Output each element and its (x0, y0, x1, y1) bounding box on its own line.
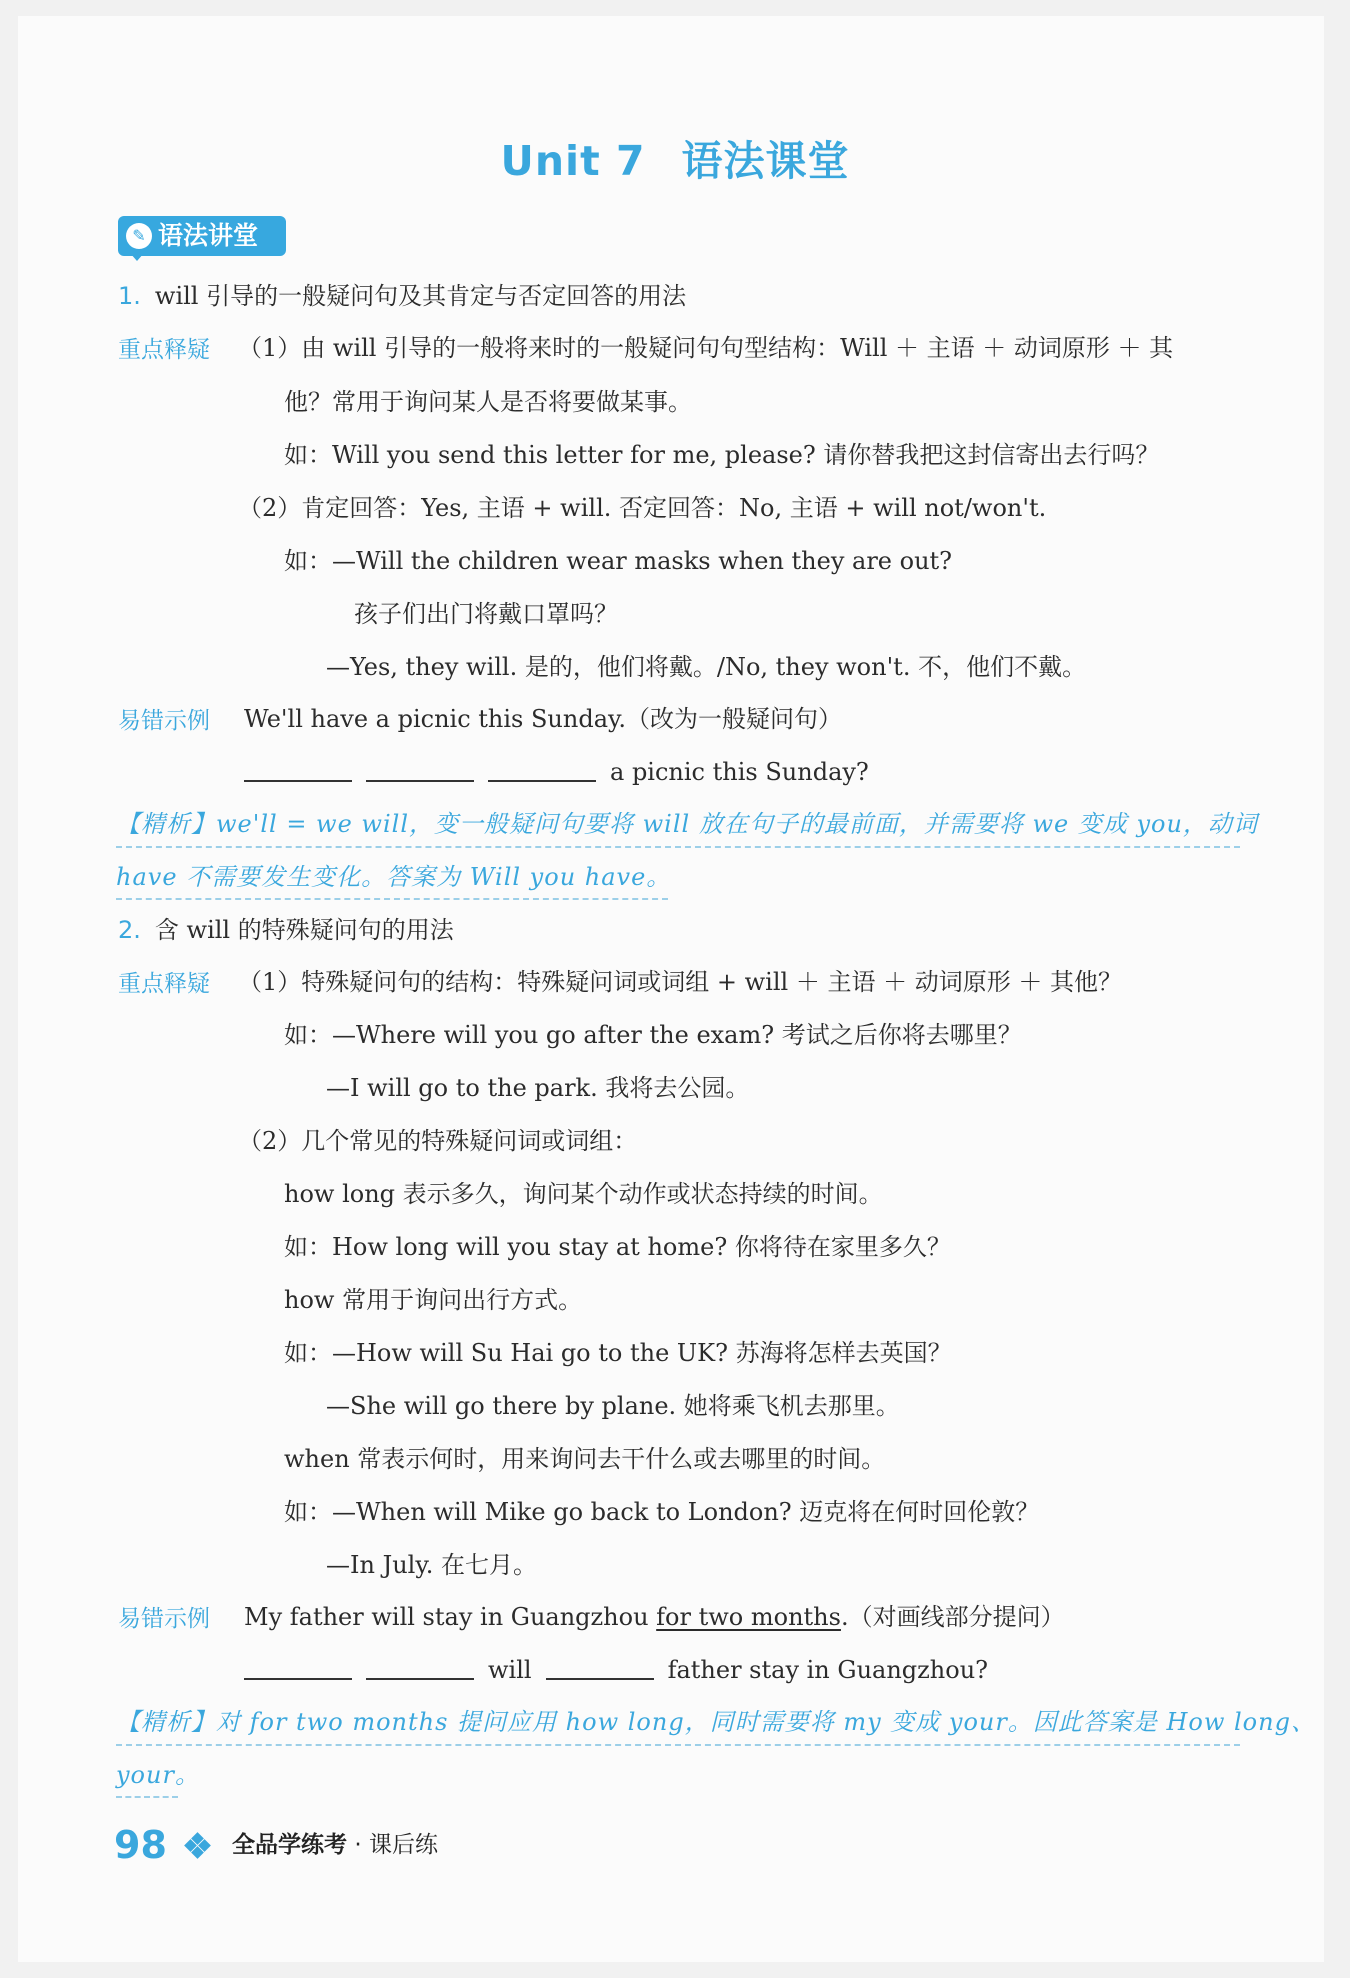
footer-brand (232, 1820, 438, 1870)
section2-error-tag: 易错示例 (118, 1606, 210, 1632)
unit-label: Unit 7 (500, 137, 646, 185)
section2-answer-tail: father stay in Guangzhou? (667, 1656, 989, 1684)
section1-line-6: 孩子们出门将戴口罩吗？ (354, 600, 618, 628)
answer-blank[interactable] (244, 1656, 352, 1680)
section2-line-2: 如：—Where will you go after the exam? 考试之后你将去哪里？ (284, 1021, 1022, 1049)
section1-number: 1. (118, 282, 141, 310)
question-text: My father will stay in Guangzhou (244, 1603, 657, 1631)
note-divider (116, 898, 668, 900)
section2-line-12: —In July. 在七月。 (326, 1551, 537, 1579)
section1-note-line-2: have 不需要发生变化。答案为 Will you have。 (116, 863, 672, 891)
section2-line-7: how 常用于询问出行方式。 (284, 1286, 583, 1314)
page-title (0, 128, 1350, 187)
section1-line-5: 如：—Will the children wear masks when they are out? (284, 547, 953, 575)
badge-tail (130, 253, 144, 261)
brand-sub: 课后练 (368, 1832, 438, 1858)
section1-line-3: 如：Will you send this letter for me, please? 请你替我把这封信寄出去行吗？ (284, 441, 1160, 469)
section2-error-question (244, 1602, 1065, 1632)
section2-line-11: 如：—When will Mike go back to London? 迈克将在何时回伦敦？ (284, 1498, 1040, 1526)
section1-error-question: We'll have a picnic this Sunday.（改为一般疑问句） (244, 705, 843, 733)
answer-blank[interactable] (488, 758, 596, 782)
section2-key-tag: 重点释疑 (118, 971, 210, 997)
note-divider (116, 1796, 178, 1798)
section1-line-1: （1）由 will 引导的一般将来时的一般疑问句句型结构：Will ＋ 主语 ＋ 动词原形 ＋ 其 (238, 334, 1174, 362)
section2-line-4: （2）几个常见的特殊疑问词或词组： (238, 1127, 638, 1155)
section2-note-line-2: your。 (116, 1761, 200, 1789)
answer-will: will (488, 1656, 532, 1684)
title-text: 语法课堂 (681, 137, 850, 185)
section1-line-4: （2）肯定回答：Yes, 主语 + will. 否定回答：No, 主语 + will not/won't. (238, 494, 1047, 522)
underlined-phrase: for two months (656, 1603, 841, 1631)
question-instruction: .（对画线部分提问） (840, 1603, 1065, 1631)
section2-line-10: when 常表示何时，用来询问去干什么或去哪里的时间。 (284, 1445, 886, 1473)
section2-answer-line (244, 1655, 988, 1685)
section-badge (118, 216, 286, 256)
section1-line-2: 他？常用于询问某人是否将要做某事。 (284, 388, 692, 416)
section2-line-5: how long 表示多久，询问某个动作或状态持续的时间。 (284, 1180, 883, 1208)
section1-answer-tail: a picnic this Sunday? (610, 758, 869, 786)
page-number: 98 (114, 1823, 167, 1867)
section1-heading-text: will 引导的一般疑问句及其肯定与否定回答的用法 (154, 282, 687, 310)
section2-line-8: 如：—How will Su Hai go to the UK? 苏海将怎样去英国？ (284, 1339, 952, 1367)
section2-note-line-1: 【精析】对 for two months 提问应用 how long，同时需要将 my 变成 your。因此答案是 How long、 (116, 1708, 1316, 1736)
brand-name: 全品学练考 (232, 1832, 347, 1858)
section2-number: 2. (118, 916, 141, 944)
section1-heading (118, 281, 686, 311)
section2-line-1: （1）特殊疑问句的结构：特殊疑问词或词组 + will ＋ 主语 ＋ 动词原形 ＋ 其他？ (238, 968, 1122, 996)
note-divider (116, 846, 1240, 848)
note-divider (116, 1744, 1240, 1746)
answer-blank[interactable] (244, 758, 352, 782)
section2-line-6: 如：How long will you stay at home? 你将待在家里多久？ (284, 1233, 951, 1261)
diamond-icon (186, 1834, 208, 1856)
section2-line-9: —She will go there by plane. 她将乘飞机去那里。 (326, 1392, 900, 1420)
brand-separator: · (354, 1832, 362, 1858)
section2-line-3: —I will go to the park. 我将去公园。 (326, 1074, 750, 1102)
section1-answer-line (244, 757, 869, 787)
badge-label: 语法讲堂 (158, 221, 259, 250)
answer-blank[interactable] (366, 1656, 474, 1680)
section2-heading-text: 含 will 的特殊疑问句的用法 (154, 916, 454, 944)
section1-key-tag: 重点释疑 (118, 337, 210, 363)
badge-icon: ✎ (126, 223, 152, 249)
section1-line-7: —Yes, they will. 是的，他们将戴。/No, they won't. 不，他们不戴。 (326, 653, 1087, 681)
answer-blank[interactable] (546, 1656, 654, 1680)
section1-error-tag: 易错示例 (118, 708, 210, 734)
section2-heading (118, 915, 454, 945)
answer-blank[interactable] (366, 758, 474, 782)
section1-note-line-1: 【精析】we'll = we will，变一般疑问句要将 will 放在句子的最前面，并需要将 we 变成 you，动词 (116, 810, 1258, 838)
